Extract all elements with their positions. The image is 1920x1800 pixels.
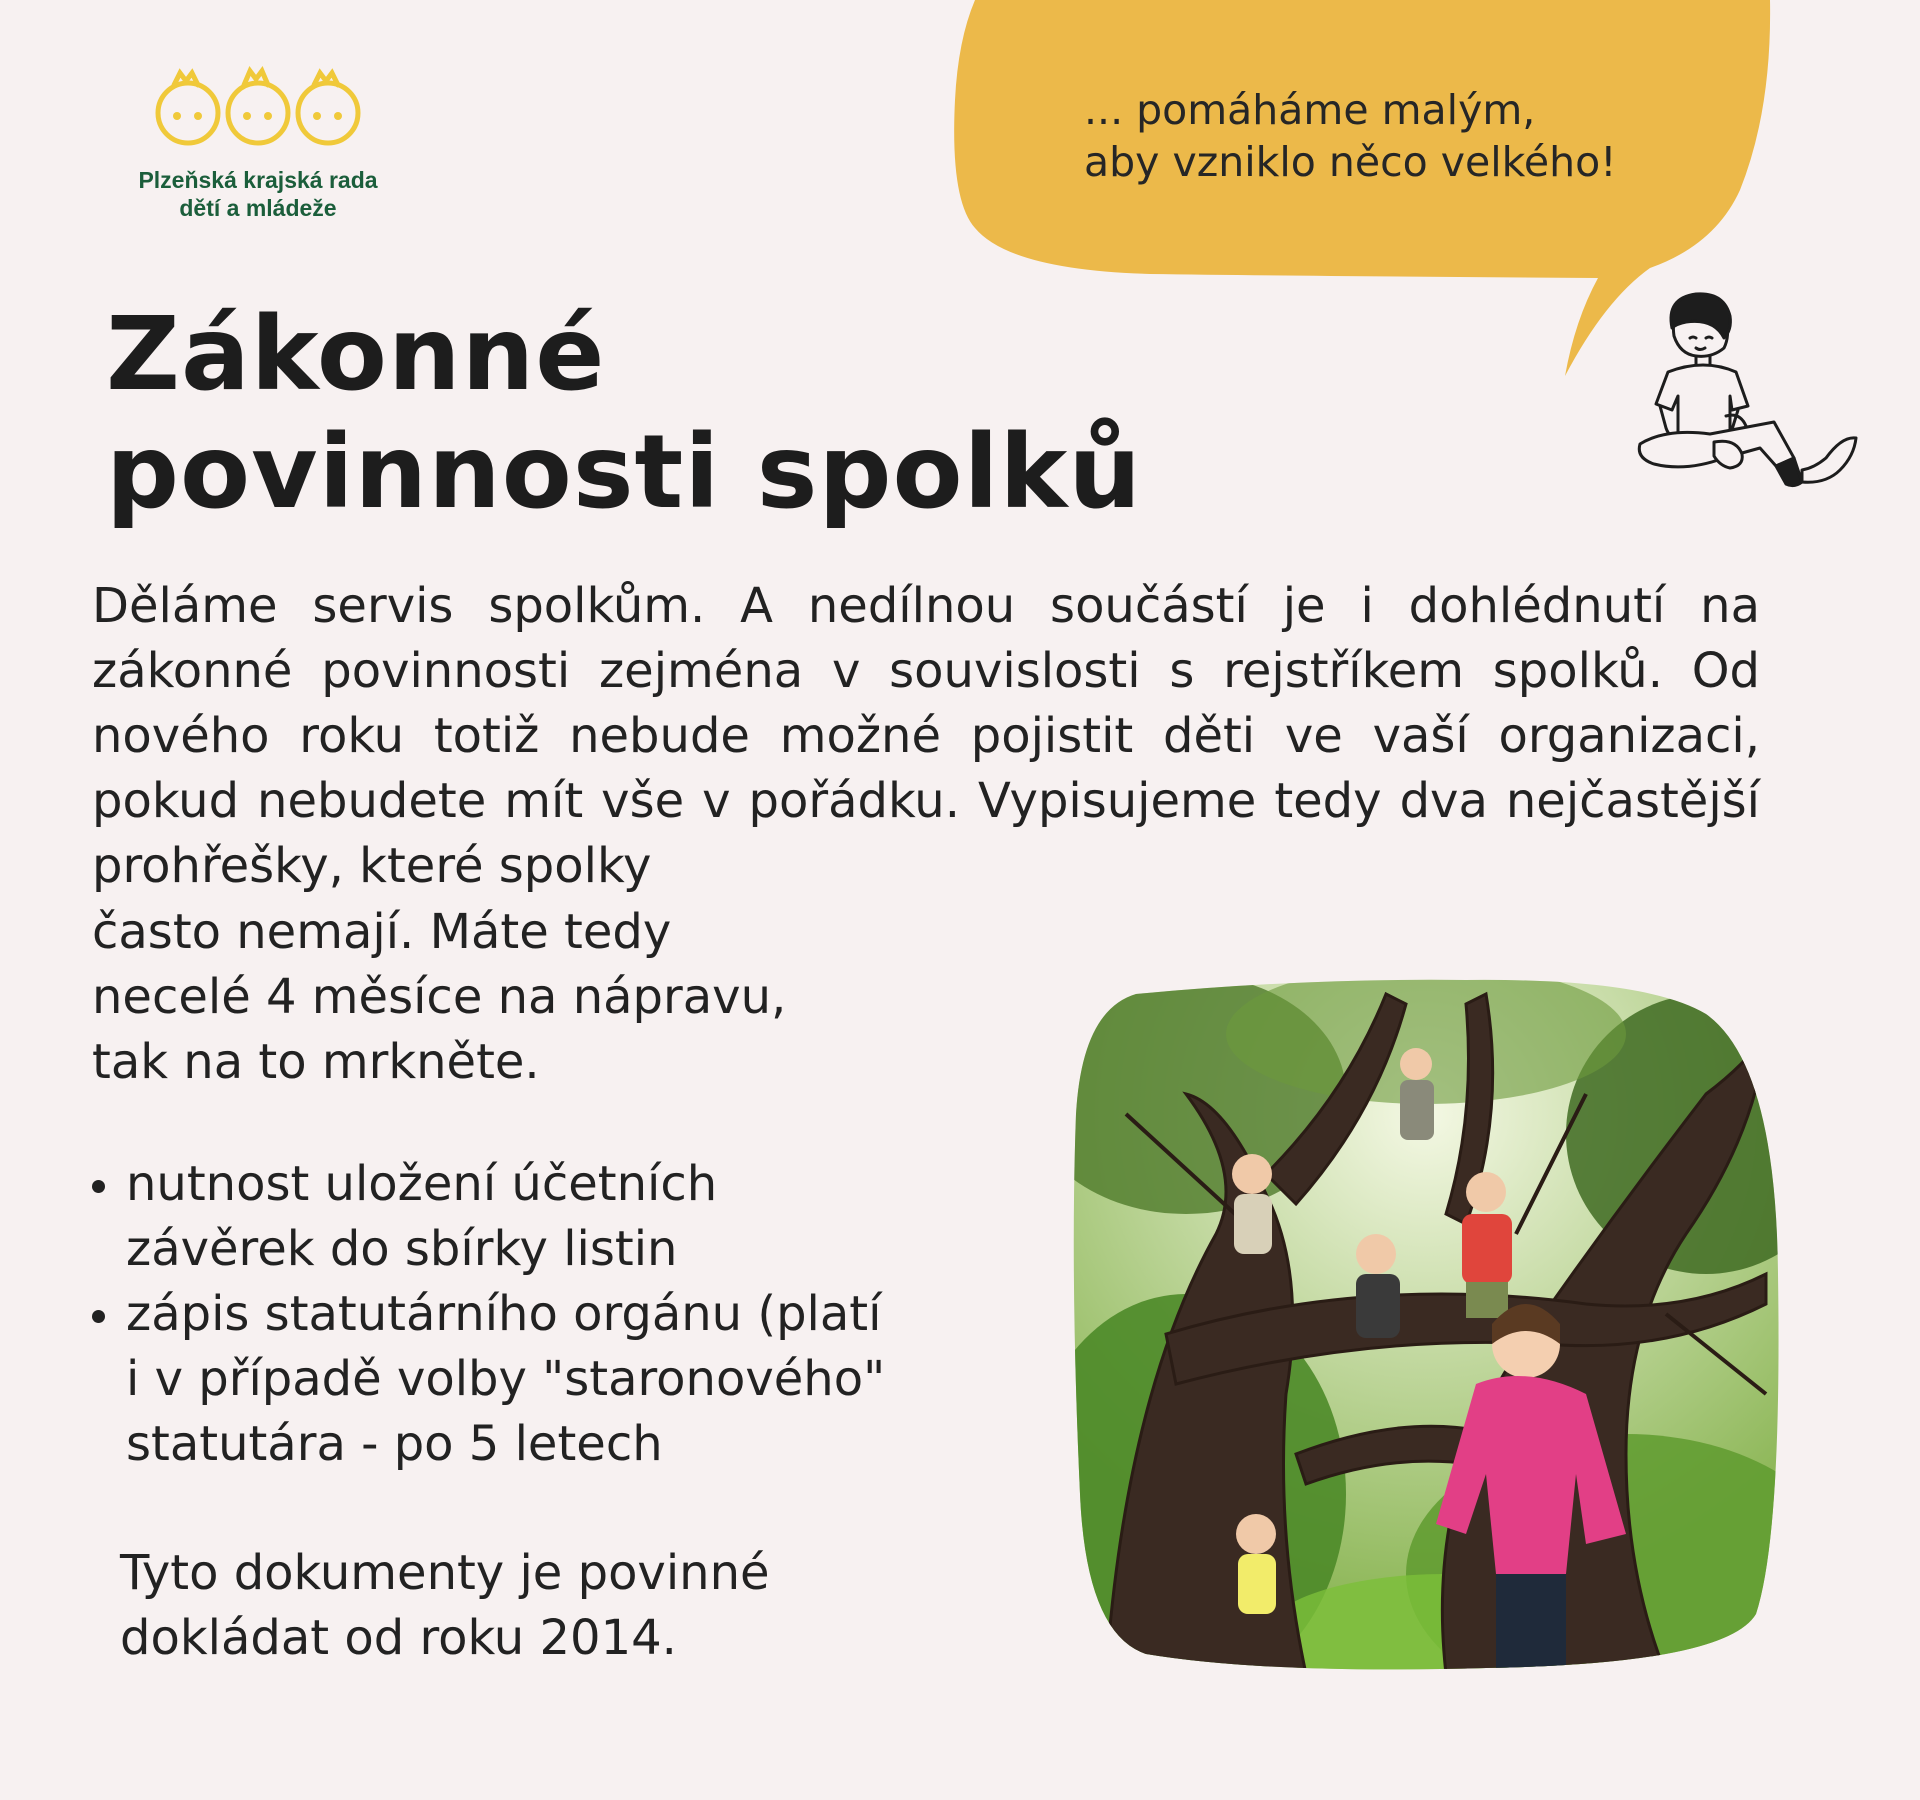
obligations-list (92, 1152, 1052, 1477)
bubble-text (1084, 84, 1704, 188)
note-line-1: Tyto dokumenty je povinné (120, 1545, 770, 1601)
list-item (92, 1282, 1052, 1477)
children-climbing-tree-photo (1066, 974, 1786, 1674)
title-line-2: povinnosti spolků (106, 413, 1143, 532)
bubble-line-2: aby vzniklo něco velkého! (1084, 138, 1617, 186)
intro-tail (92, 900, 786, 1095)
bullet-icon (92, 1180, 105, 1193)
logo-line-2: dětí a mládeže (179, 195, 337, 221)
note-line-2: dokládat od roku 2014. (120, 1610, 677, 1666)
list-item-line: zápis statutárního orgánu (platí (126, 1286, 882, 1342)
list-item-line: nutnost uložení účetních (126, 1156, 718, 1212)
intro-tail-line-2: necelé 4 měsíce na nápravu, (92, 969, 787, 1025)
logo-line-1: Plzeňská krajská rada (138, 167, 378, 193)
bullet-icon (92, 1310, 105, 1323)
intro-paragraph: Děláme servis spolkům. A nedílnou součástí je i dohlédnutí na zákonné povinnosti zejména v souvislosti s rejstříkem spolků. Od nového roku totiž nebude možné pojistit děti ve vaší organizaci, pokud nebudete mít vše v pořádku. Vypisujeme tedy dva nejčastější prohřešky, které spolky (92, 578, 1760, 894)
title-line-1: Zákonné (106, 295, 606, 414)
bubble-line-1: ... pomáháme malým, (1084, 86, 1536, 134)
closing-note (120, 1541, 1020, 1671)
intro-tail-line-3: tak na to mrkněte. (92, 1034, 540, 1090)
sitting-child-illustration-icon (1626, 288, 1882, 522)
page-title (106, 296, 1142, 532)
intro-tail-line-1: často nemají. Máte tedy (92, 904, 672, 960)
list-item-line: statutára - po 5 letech (126, 1416, 663, 1472)
list-item (92, 1152, 1052, 1282)
list-item-line: i v případě volby "staronového" (126, 1351, 886, 1407)
list-item-line: závěrek do sbírky listin (126, 1221, 678, 1277)
